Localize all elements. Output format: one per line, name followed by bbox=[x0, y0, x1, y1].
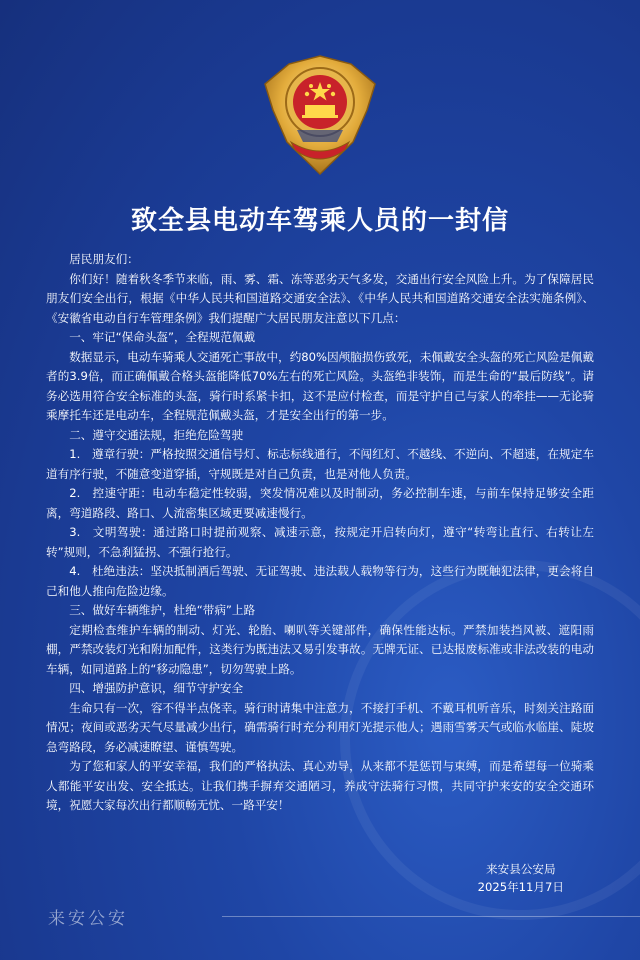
intro-paragraph: 你们好！随着秋冬季节来临，雨、雾、霜、冻等恶劣天气多发，交通出行安全风险上升。为了保障居民朋友们安全出行，根据《中华人民共和国道路交通安全法》、《中华人民共和国道路交通安全法实施条例》、《安徽省电动自行车管理条例》我们提醒广大居民朋友注意以下几点： bbox=[46, 271, 594, 325]
section1-title: 一、牢记“保命头盔”，全程规范佩戴 bbox=[69, 330, 256, 344]
section2-item-4: 4. 杜绝违法：坚决抵制酒后驾驶、无证驾驶、违法载人载物等行为，这些行为既触犯法律，更会将自己和他人推向危险边缘。 bbox=[46, 564, 594, 598]
section1-paragraph: 数据显示，电动车骑乘人交通死亡事故中，约80%因颅脑损伤致死，未佩戴安全头盔的死亡风险是佩戴者的3.9倍，而正确佩戴合格头盔能降低70%左右的死亡风险。头盔绝非装饰，而是生命的“最后防线”。请务必选用符合安全标准的头盔，骑行时系紧卡扣，这不是应付检查，而是守护自己与家人的牵挂——无论骑乘摩托车还是电动车，全程规范佩戴头盔，才是安全出行的第一步。 bbox=[46, 349, 594, 422]
police-emblem-icon bbox=[255, 50, 385, 180]
section2-item-1: 1. 遵章行驶：严格按照交通信号灯、标志标线通行，不闯红灯、不越线、不逆向、不超速，在规定车道有序行驶，不随意变道穿插，守规既是对自己负责，也是对他人负责。 bbox=[46, 447, 594, 481]
section4-paragraph: 生命只有一次，容不得半点侥幸。骑行时请集中注意力，不接打手机、不戴耳机听音乐，时刻关注路面情况；夜间或恶劣天气尽量减少出行，确需骑行时充分利用灯光提示他人；遇雨雪雾天气或临水临崖、陡坡急弯路段，务必减速瞭望、谨慎驾驶。 bbox=[46, 700, 594, 754]
signature-block bbox=[478, 860, 564, 896]
section2-item-2: 2. 控速守距：电动车稳定性较弱，突发情况难以及时制动，务必控制车速，与前车保持足够安全距离，弯道路段、路口、人流密集区域更要减速慢行。 bbox=[46, 486, 594, 520]
closing-paragraph: 为了您和家人的平安幸福，我们的严格执法、真心劝导，从来都不是惩罚与束缚，而是希望每一位骑乘人都能平安出发、安全抵达。让我们携手摒弃交通陋习，养成守法骑行习惯，共同守护来安的安全交通环境，祝愿大家每次出行都顺畅无忧、一路平安！ bbox=[46, 759, 594, 812]
section4-title: 四、增强防护意识，细节守护安全 bbox=[69, 681, 244, 695]
signature-date: 2025年11月7日 bbox=[477, 880, 564, 894]
greeting: 居民朋友们： bbox=[69, 252, 139, 266]
section2-item-3: 3. 文明驾驶：通过路口时提前观察、减速示意，按规定开启转向灯，遵守“转弯让直行、右转让左转”规则，不急刹猛拐、不强行抢行。 bbox=[46, 525, 594, 559]
section2-title: 二、遵守交通法规，拒绝危险驾驶 bbox=[69, 427, 244, 442]
section3-title: 三、做好车辆维护，杜绝“带病”上路 bbox=[69, 603, 256, 617]
footer-divider bbox=[222, 916, 640, 917]
signature-org: 来安县公安局 bbox=[486, 862, 556, 876]
page-title: 致全县电动车驾乘人员的一封信 bbox=[130, 206, 509, 236]
letter-body bbox=[46, 250, 594, 816]
footer-brand: 来安公安 bbox=[48, 909, 128, 929]
section3-paragraph: 定期检查维护车辆的制动、灯光、轮胎、喇叭等关键部件，确保性能达标。严禁加装挡风被、遮阳雨棚，严禁改装灯光和附加配件，这类行为既违法又易引发事故。无牌无证、已达报废标准或非法改装的电动车辆，如同道路上的“移动隐患”，切勿驾驶上路。 bbox=[46, 622, 594, 676]
